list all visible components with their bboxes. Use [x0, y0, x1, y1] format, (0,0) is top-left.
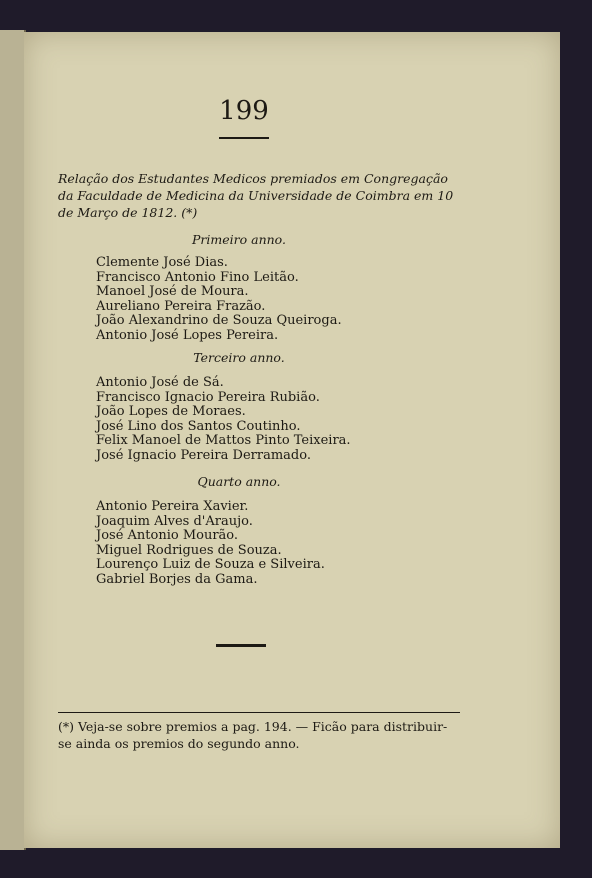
- names-list-terceiro: [96, 376, 351, 464]
- page-number: 199: [219, 96, 269, 126]
- list-item: Aureliano Pereira Frazão.: [96, 298, 266, 314]
- section-title-quarto: Quarto anno.: [197, 474, 281, 489]
- footnote: (*) Veja-se sobre premios a pag. 194. — Ficão para distribuir-se ainda os premios do segundo anno.: [58, 719, 448, 751]
- list-item: Antonio Pereira Xavier.: [96, 499, 249, 514]
- list-item: Antonio José Lopes Pereira.: [96, 327, 279, 343]
- page-heading: Relação dos Estudantes Medicos premiados em Congregação da Faculdade de Medicina da Universidade de Coimbra em 10 de Março de 1812. (*): [58, 171, 454, 220]
- section-title-primeiro: Primeiro anno.: [192, 232, 286, 247]
- list-item: Antonio José de Sá.: [96, 375, 224, 390]
- names-list-primeiro: [96, 256, 342, 344]
- section-title-terceiro: Terceiro anno.: [193, 350, 285, 365]
- list-item: João Alexandrino de Souza Queiroga.: [96, 313, 342, 329]
- list-item: Joaquim Alves d'Araujo.: [96, 513, 253, 529]
- facing-page-edge: [0, 30, 26, 850]
- list-item: Francisco Antonio Fino Leitão.: [96, 269, 299, 285]
- list-item: Felix Manoel de Mattos Pinto Teixeira.: [96, 433, 351, 449]
- book-page: [24, 32, 560, 848]
- list-item: José Lino dos Santos Coutinho.: [96, 418, 301, 434]
- list-item: Gabriel Borjes da Gama.: [96, 571, 258, 587]
- names-list-quarto: [96, 500, 325, 588]
- header-rule: [219, 137, 269, 139]
- list-item: Francisco Ignacio Pereira Rubião.: [96, 389, 320, 405]
- list-item: Clemente José Dias.: [96, 255, 228, 270]
- list-item: João Lopes de Moraes.: [96, 404, 246, 420]
- list-item: Miguel Rodrigues de Souza.: [96, 542, 282, 558]
- list-item: José Ignacio Pereira Derramado.: [96, 447, 311, 463]
- footnote-rule: [58, 712, 460, 713]
- list-item: Manoel José de Moura.: [96, 284, 249, 300]
- list-item: José Antonio Mourão.: [96, 528, 239, 544]
- closing-rule: [216, 644, 266, 647]
- list-item: Lourenço Luiz de Souza e Silveira.: [96, 557, 325, 573]
